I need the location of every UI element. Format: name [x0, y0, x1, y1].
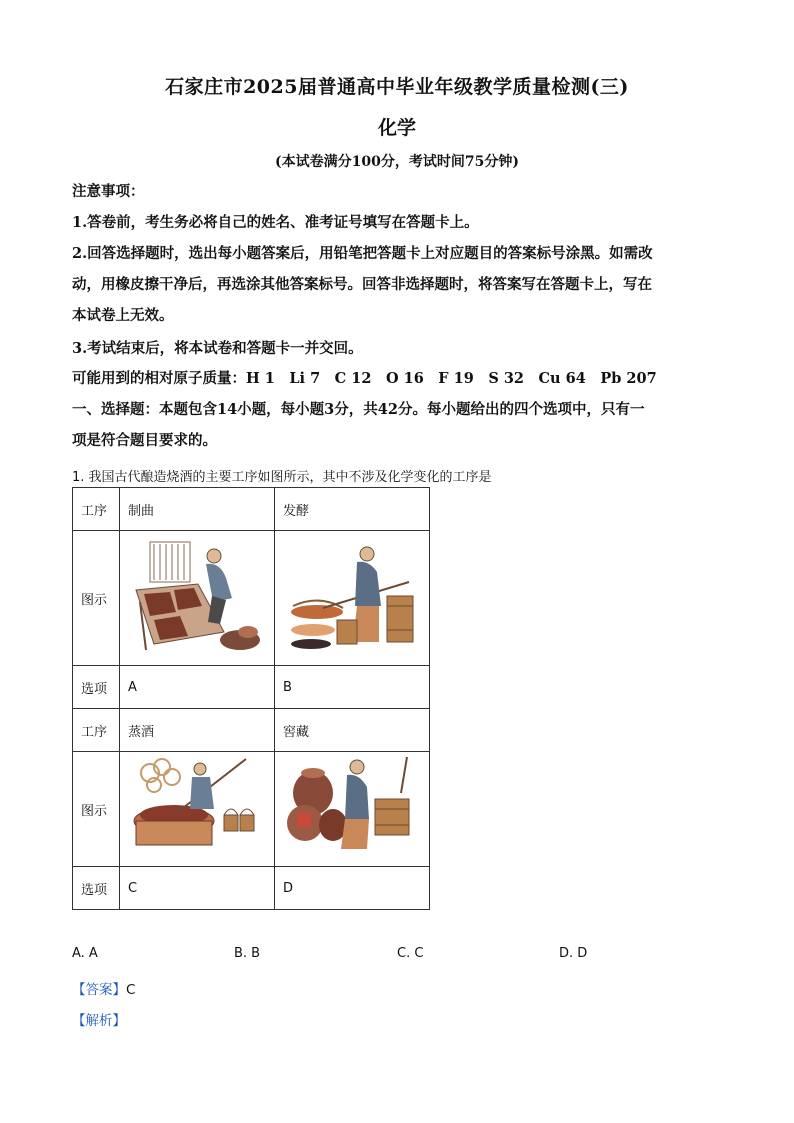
row-label-image: 图示: [73, 752, 120, 867]
analysis-line: [72, 1009, 126, 1029]
row-label-image: 图示: [73, 531, 120, 666]
answer-line: [72, 978, 135, 998]
image-cell: [120, 531, 275, 666]
table-row: [73, 531, 430, 666]
choice-c: C. C: [397, 946, 424, 961]
image-cell: [275, 531, 430, 666]
question-1-stem: 1. 我国古代酿造烧酒的主要工序如图所示，其中不涉及化学变化的工序是: [72, 470, 492, 485]
table-row: [73, 709, 430, 752]
option-cell: C: [120, 867, 275, 910]
table-row: [73, 752, 430, 867]
row-label-option: 选项: [73, 867, 120, 910]
option-cell: A: [120, 666, 275, 709]
instruction-item-2-line-1: 2.回答选择题时，选出每小题答案后，用铅笔把答题卡上对应题目的答案标号涂黑。如需改: [72, 245, 653, 262]
subject-title: 化学: [377, 117, 416, 139]
image-cell: [275, 752, 430, 867]
instruction-item-2-line-2: 动，用橡皮擦干净后，再选涂其他答案标号。回答非选择题时，将答案写在答题卡上，写在: [72, 276, 652, 293]
fermentation-illustration: [283, 532, 421, 660]
distilling-illustration: [128, 753, 266, 861]
process-cell: 窖藏: [275, 709, 430, 752]
option-cell: B: [275, 666, 430, 709]
table-row: [73, 488, 430, 531]
choice-a: A. A: [72, 946, 98, 961]
table-row: [73, 867, 430, 910]
row-label-process: 工序: [73, 709, 120, 752]
table-row: [73, 666, 430, 709]
analysis-label: 【解析】: [72, 1013, 126, 1029]
option-cell: D: [275, 867, 430, 910]
instruction-item-3: 3.考试结束后，将本试卷和答题卡一并交回。: [72, 340, 363, 357]
section-heading-line-1: 一、选择题：本题包含14小题，每小题3分，共42分。每小题给出的四个选项中，只有一: [72, 401, 645, 418]
koji-making-illustration: [128, 532, 266, 660]
section-heading-line-2: 项是符合题目要求的。: [72, 432, 217, 449]
answer-value: C: [126, 982, 136, 998]
choice-d: D. D: [559, 946, 588, 961]
answer-label: 【答案】: [72, 982, 126, 998]
exam-note: (本试卷满分100分，考试时间75分钟): [275, 154, 519, 170]
atomic-masses: 可能用到的相对原子质量：H 1 Li 7 C 12 O 16 F 19 S 32 Cu 64 Pb 207: [72, 370, 657, 387]
exam-title: 石家庄市2025届普通高中毕业年级教学质量检测(三): [165, 76, 629, 98]
instruction-item-1: 1.答卷前，考生务必将自己的姓名、准考证号填写在答题卡上。: [72, 214, 479, 231]
process-cell: 发酵: [275, 488, 430, 531]
row-label-option: 选项: [73, 666, 120, 709]
row-label-process: 工序: [73, 488, 120, 531]
instruction-item-2-line-3: 本试卷上无效。: [72, 307, 174, 324]
process-cell: 蒸酒: [120, 709, 275, 752]
instructions-heading: 注意事项：: [72, 183, 145, 200]
process-cell: 制曲: [120, 488, 275, 531]
process-table: [72, 487, 430, 910]
choice-b: B. B: [234, 946, 261, 961]
cellar-storage-illustration: [283, 753, 421, 861]
image-cell: [120, 752, 275, 867]
